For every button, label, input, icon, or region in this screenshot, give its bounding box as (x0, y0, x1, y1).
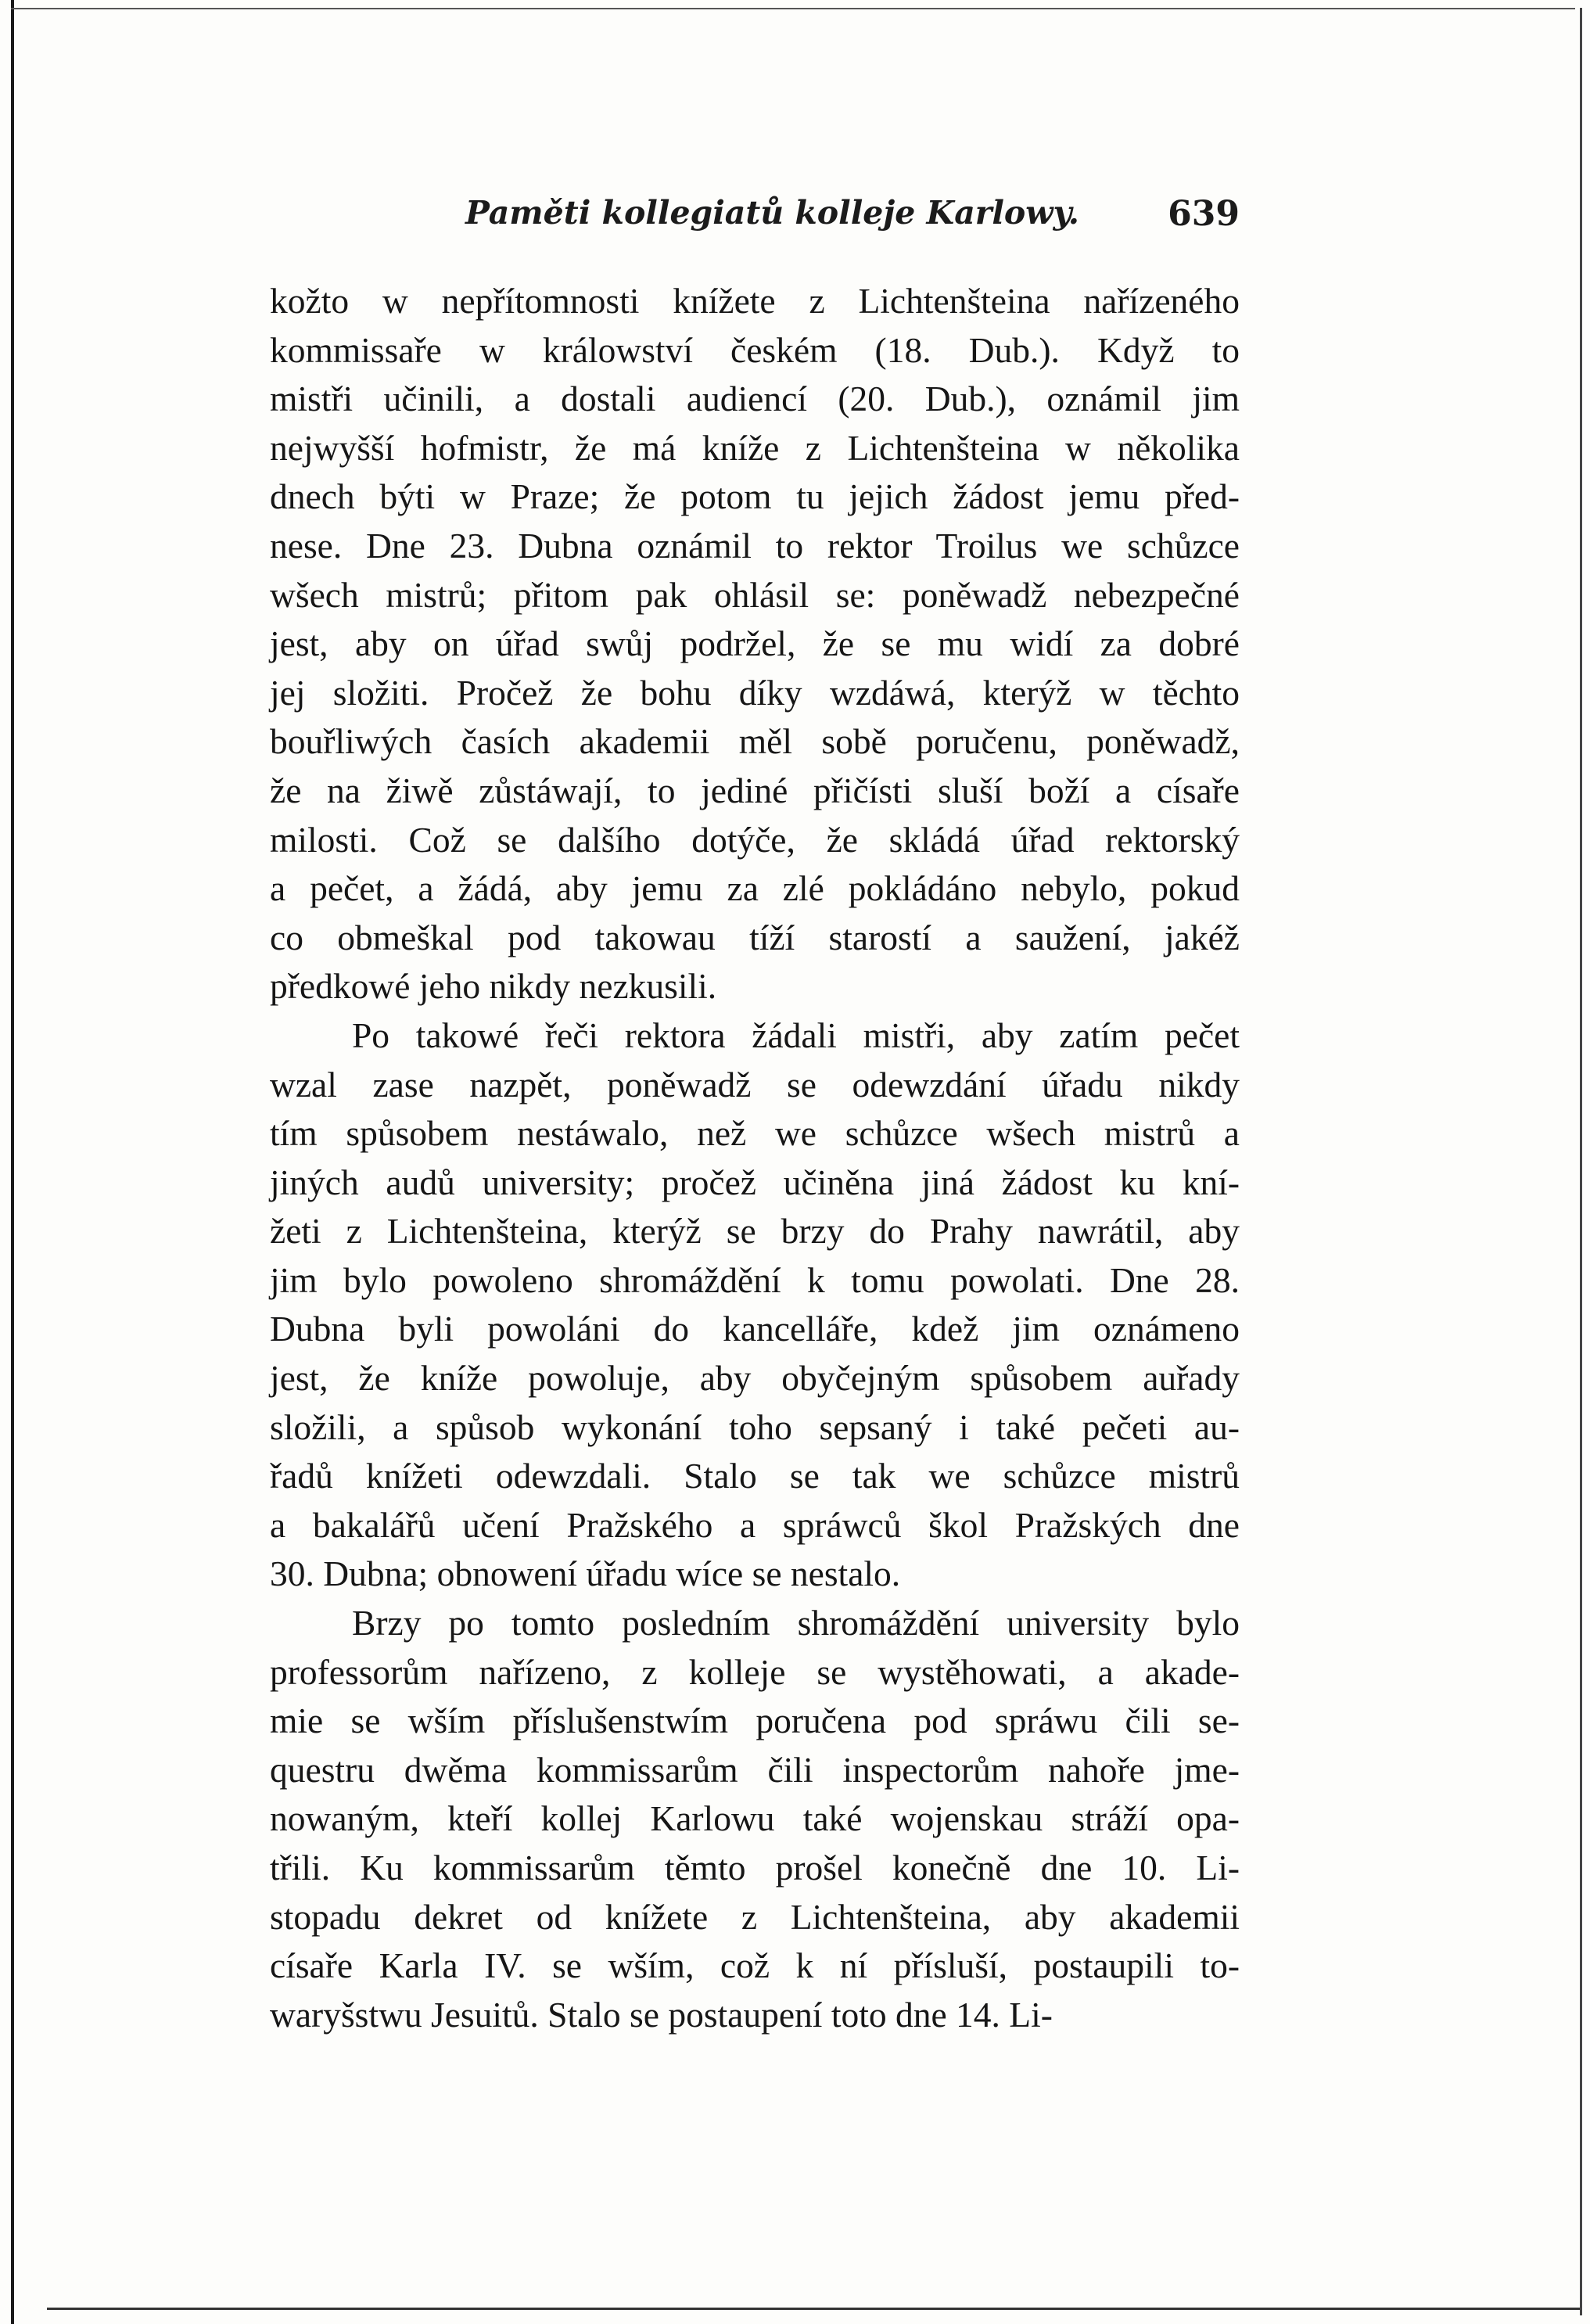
text-line: jest, aby on úřad swůj podržel, že se mu widí za dobré (270, 623, 1240, 664)
paragraph (270, 1011, 1240, 1599)
text-line: že na žiwě zůstáwají, to jediné přičísti sluší boží a císaře (270, 770, 1240, 810)
text-line: nowaným, kteří kollej Karlowu také wojenskau stráží opa- (270, 1798, 1240, 1839)
text-line: žeti z Lichtenšteina, kterýž se brzy do Prahy nawrátil, aby (270, 1211, 1240, 1252)
body-text (270, 277, 1240, 2039)
text-line: waryšstwu Jesuitů. Stalo se postaupení toto dne 14. Li- (270, 1994, 1053, 2035)
text-line: mistři učinili, a dostali audiencí (20. Dub.), oznámil jim (270, 379, 1240, 419)
text-line: bouřliwých časích akademii měl sobě poručenu, poněwadž, (270, 721, 1240, 762)
text-line: Brzy po tomto posledním shromáždění university bylo (352, 1603, 1240, 1643)
text-line: nejwyšší hofmistr, že má kníže z Lichtenšteina w několika (270, 427, 1240, 468)
text-line: složili, a spůsob wykonání toho sepsaný i také pečeti au- (270, 1406, 1240, 1447)
text-line: řadů knížeti odewzdali. Stalo se tak we schůzce mistrů (270, 1456, 1240, 1496)
text-line: tím spůsobem nestáwalo, než we schůzce wšech mistrů a (270, 1113, 1240, 1154)
text-line: a bakalářů učení Pražského a spráwců škol Pražských dne (270, 1504, 1240, 1545)
text-line: a pečet, a žádá, aby jemu za zlé pokládáno nebylo, pokud (270, 868, 1240, 909)
page-edge-bottom (47, 2308, 1580, 2310)
page-number: 639 (1168, 194, 1240, 234)
text-line: mie se wším příslušenstwím poručena pod spráwu čili se- (270, 1701, 1240, 1741)
running-title: Paměti kollegiatů kolleje Karlowy. (465, 194, 1079, 232)
text-line: císaře Karla IV. se wším, což k ní přísluší, postaupili to- (270, 1945, 1240, 1986)
text-line: co obmeškal pod takowau tíží starostí a saužení, jakéž (270, 917, 1240, 957)
paragraph (270, 1599, 1240, 2039)
text-line: jiných audů university; pročež učiněna jiná žádost ku kní- (270, 1162, 1240, 1202)
text-line: questru dwěma kommissarům čili inspectorům nahoře jme- (270, 1749, 1240, 1790)
running-header (270, 194, 1240, 249)
text-line: kožto w nepřítomnosti knížete z Lichtenšteina nařízeného (270, 281, 1240, 321)
text-line: kommissaře w králowství českém (18. Dub.). Když to (270, 329, 1240, 370)
text-line: 30. Dubna; obnowení úřadu wíce se nestalo. (270, 1554, 901, 1594)
text-line: nese. Dne 23. Dubna oznámil to rektor Troilus we schůzce (270, 525, 1240, 566)
text-line: předkowé jeho nikdy nezkusili. (270, 966, 717, 1007)
text-line: professorům nařízeno, z kolleje se wystěhowati, a akade- (270, 1651, 1240, 1692)
text-line: třili. Ku kommissarům těmto prošel konečně dne 10. Li- (270, 1848, 1240, 1888)
text-line: jej složiti. Pročež že bohu díky wzdáwá, kterýž w těchto (270, 672, 1240, 713)
text-line: wzal zase nazpět, poněwadž se odewzdání úřadu nikdy (270, 1064, 1240, 1105)
text-line: stopadu dekret od knížete z Lichtenšteina, aby akademii (270, 1896, 1240, 1937)
text-line: milosti. Což se dalšího dotýče, že skládá úřad rektorský (270, 819, 1240, 860)
page-edge-right (1580, 8, 1582, 2315)
text-line: jest, že kníže powoluje, aby obyčejným spůsobem auřady (270, 1358, 1240, 1399)
text-line: jim bylo powoleno shromáždění k tomu powolati. Dne 28. (270, 1259, 1240, 1300)
text-line: Po takowé řeči rektora žádali mistři, aby zatím pečet (352, 1015, 1240, 1055)
text-line: wšech mistrů; přitom pak ohlásil se: poněwadž nebezpečné (270, 574, 1240, 615)
text-line: dnech býti w Praze; že potom tu jejich žádost jemu před- (270, 476, 1240, 517)
text-line: Dubna byli powoláni do kancelláře, kdež jim oznámeno (270, 1309, 1240, 1349)
page-edge-left (11, 0, 14, 2324)
page-edge-top (11, 8, 1575, 9)
paragraph (270, 277, 1240, 1011)
